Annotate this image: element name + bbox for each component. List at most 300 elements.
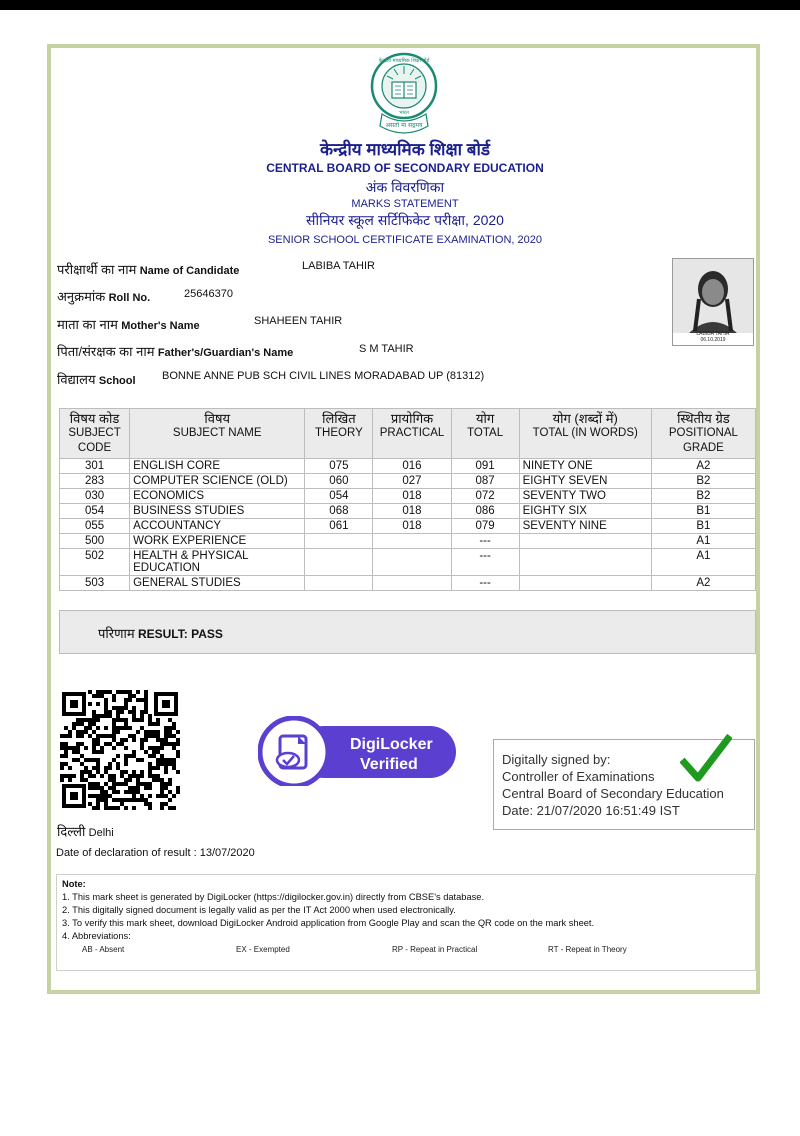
- qr-module: [64, 762, 68, 766]
- qr-module: [108, 762, 112, 766]
- qr-module: [148, 762, 152, 766]
- qr-module: [132, 774, 136, 778]
- mother-name-value: SHAHEEN TAHIR: [254, 315, 343, 327]
- qr-module: [136, 718, 140, 722]
- qr-module: [96, 802, 100, 806]
- total-cell: 079: [451, 519, 519, 534]
- qr-module: [152, 754, 156, 758]
- qr-module: [168, 798, 172, 802]
- qr-module: [96, 690, 100, 694]
- photo-caption: [673, 331, 753, 343]
- header-practical-english: PRACTICAL: [379, 427, 445, 439]
- qr-module: [88, 802, 92, 806]
- qr-module: [96, 742, 100, 746]
- qr-module: [116, 782, 120, 786]
- qr-module: [152, 778, 156, 782]
- checkmark-icon: [680, 732, 732, 782]
- qr-module: [120, 718, 124, 722]
- qr-module: [64, 726, 68, 730]
- qr-module: [112, 718, 116, 722]
- qr-module: [88, 794, 92, 798]
- qr-module: [128, 690, 132, 694]
- qr-module: [144, 690, 148, 694]
- qr-module: [140, 782, 144, 786]
- qr-module: [164, 794, 168, 798]
- header-subject-code-english: SUBJECT CODE: [68, 427, 121, 454]
- qr-module: [128, 790, 132, 794]
- qr-module: [80, 734, 84, 738]
- qr-module: [128, 754, 132, 758]
- qr-module: [92, 794, 96, 798]
- qr-module: [156, 718, 160, 722]
- qr-module: [64, 750, 68, 754]
- candidate-name-label: [57, 260, 239, 278]
- qr-module: [120, 802, 124, 806]
- qr-module: [92, 714, 96, 718]
- qr-module: [172, 806, 176, 810]
- qr-module: [108, 766, 112, 770]
- school-label-hindi: विद्यालय: [57, 372, 96, 387]
- digilocker-verified-badge: [258, 716, 458, 786]
- qr-module: [116, 766, 120, 770]
- qr-module: [148, 766, 152, 770]
- qr-module: [64, 734, 68, 738]
- qr-module: [144, 710, 148, 714]
- candidate-name-label-english: Name of Candidate: [139, 265, 240, 277]
- qr-module: [116, 718, 120, 722]
- qr-module: [136, 698, 140, 702]
- digital-signature-box: [493, 739, 755, 830]
- qr-module: [124, 698, 128, 702]
- qr-module: [152, 730, 156, 734]
- qr-module: [68, 746, 72, 750]
- subject-name-cell: BUSINESS STUDIES: [130, 504, 305, 519]
- marks-table-header-row: [60, 409, 756, 459]
- qr-module: [140, 714, 144, 718]
- qr-module: [92, 722, 96, 726]
- grade-cell: A1: [651, 534, 755, 549]
- result-label-english: RESULT:: [137, 627, 188, 641]
- qr-module: [128, 778, 132, 782]
- qr-module: [72, 722, 76, 726]
- qr-module: [168, 758, 172, 762]
- qr-module: [128, 798, 132, 802]
- qr-module: [100, 786, 104, 790]
- qr-module: [108, 710, 112, 714]
- subject-name-cell: ECONOMICS: [130, 489, 305, 504]
- qr-module: [80, 762, 84, 766]
- qr-module: [148, 786, 152, 790]
- school-label: [57, 370, 136, 388]
- qr-module: [60, 734, 64, 738]
- qr-module: [68, 766, 72, 770]
- header-subject-name-english: SUBJECT NAME: [172, 427, 262, 439]
- grade-cell: B1: [651, 519, 755, 534]
- theory-cell: [305, 534, 373, 549]
- qr-module: [80, 754, 84, 758]
- qr-module: [72, 746, 76, 750]
- header-total: [451, 409, 519, 459]
- qr-module: [96, 694, 100, 698]
- header-subject-name-hindi: विषय: [204, 411, 231, 426]
- qr-module: [112, 790, 116, 794]
- qr-module: [152, 746, 156, 750]
- qr-module: [124, 778, 128, 782]
- qr-module: [104, 706, 108, 710]
- qr-module: [144, 750, 148, 754]
- qr-module: [124, 798, 128, 802]
- qr-module: [76, 730, 80, 734]
- qr-module: [100, 734, 104, 738]
- qr-module: [120, 774, 124, 778]
- qr-module: [124, 782, 128, 786]
- qr-module: [92, 782, 96, 786]
- qr-module: [68, 778, 72, 782]
- emblem-country: भारत: [399, 110, 409, 116]
- roll-number-label: [57, 287, 150, 305]
- qr-module: [152, 734, 156, 738]
- qr-module: [128, 734, 132, 738]
- candidate-name-label-hindi: परीक्षार्थी का नाम: [57, 262, 137, 277]
- qr-module: [124, 806, 128, 810]
- qr-module: [156, 758, 160, 762]
- qr-module: [148, 734, 152, 738]
- qr-module: [140, 726, 144, 730]
- mother-name-label: [57, 315, 200, 333]
- qr-module: [136, 730, 140, 734]
- qr-module: [96, 794, 100, 798]
- qr-module: [144, 694, 148, 698]
- qr-module: [76, 742, 80, 746]
- total-cell: ---: [451, 534, 519, 549]
- qr-module: [100, 694, 104, 698]
- qr-module: [160, 738, 164, 742]
- qr-module: [100, 794, 104, 798]
- qr-module: [124, 770, 128, 774]
- qr-module: [120, 770, 124, 774]
- qr-module: [156, 766, 160, 770]
- qr-module: [80, 722, 84, 726]
- qr-module: [124, 726, 128, 730]
- qr-module: [152, 766, 156, 770]
- grade-cell: A2: [651, 459, 755, 474]
- grade-cell: A2: [651, 576, 755, 591]
- qr-module: [104, 794, 108, 798]
- qr-module: [104, 806, 108, 810]
- father-name-label-hindi: पिता/संरक्षक का नाम: [57, 344, 155, 359]
- qr-module: [144, 786, 148, 790]
- qr-module: [104, 798, 108, 802]
- qr-module: [76, 734, 80, 738]
- table-row: [60, 474, 756, 489]
- qr-module: [144, 730, 148, 734]
- total-words-cell: SEVENTY TWO: [519, 489, 651, 504]
- subject-name-cell: WORK EXPERIENCE: [130, 534, 305, 549]
- qr-module: [120, 710, 124, 714]
- photo-caption-date: 06.10.2019: [700, 337, 726, 343]
- qr-module: [168, 742, 172, 746]
- qr-module: [140, 798, 144, 802]
- photo-caption-name: LABIBA TAHIR: [696, 331, 730, 337]
- qr-module: [76, 758, 80, 762]
- qr-module: [168, 734, 172, 738]
- qr-module: [64, 742, 68, 746]
- qr-module: [164, 766, 168, 770]
- signature-line-2: Controller of Examinations: [502, 769, 655, 784]
- table-row: [60, 489, 756, 504]
- qr-module: [152, 750, 156, 754]
- qr-module: [148, 806, 152, 810]
- qr-module: [132, 770, 136, 774]
- qr-module: [128, 726, 132, 730]
- qr-module: [116, 742, 120, 746]
- candidate-photo: [672, 258, 754, 346]
- header-theory: [305, 409, 373, 459]
- total-cell: 091: [451, 459, 519, 474]
- place-label: [57, 822, 114, 840]
- qr-module: [140, 794, 144, 798]
- qr-module: [92, 742, 96, 746]
- qr-module: [112, 726, 116, 730]
- school-label-english: School: [98, 375, 136, 387]
- qr-module: [100, 690, 104, 694]
- qr-module: [100, 714, 104, 718]
- total-words-cell: [519, 576, 651, 591]
- qr-module: [96, 786, 100, 790]
- qr-module: [164, 762, 168, 766]
- qr-module: [164, 782, 168, 786]
- qr-module: [80, 718, 84, 722]
- header-theory-hindi: लिखित: [322, 411, 356, 426]
- qr-module: [68, 730, 72, 734]
- qr-module: [112, 758, 116, 762]
- total-words-cell: [519, 534, 651, 549]
- grade-cell: A1: [651, 549, 755, 576]
- table-row: [60, 504, 756, 519]
- note-item: 1. This mark sheet is generated by DigiLocker (https://digilocker.gov.in) directly from CBSE's database.: [62, 892, 485, 902]
- qr-module: [92, 774, 96, 778]
- qr-module: [96, 702, 100, 706]
- roll-number-value: 25646370: [184, 288, 233, 300]
- table-row: [60, 549, 756, 576]
- qr-module: [148, 770, 152, 774]
- qr-module: [72, 726, 76, 730]
- qr-module: [172, 734, 176, 738]
- qr-module: [132, 798, 136, 802]
- qr-module: [124, 706, 128, 710]
- qr-module: [116, 806, 120, 810]
- qr-module: [80, 778, 84, 782]
- practical-cell: 016: [373, 459, 451, 474]
- qr-module: [76, 746, 80, 750]
- note-item: 3. To verify this mark sheet, download DigiLocker Android application from Google Play and scan the QR code on the mark sheet.: [62, 918, 595, 928]
- qr-module: [60, 774, 64, 778]
- qr-module: [112, 734, 116, 738]
- theory-cell: 060: [305, 474, 373, 489]
- subject-name-cell: ENGLISH CORE: [130, 459, 305, 474]
- qr-module: [72, 758, 76, 762]
- qr-module: [96, 782, 100, 786]
- qr-module: [92, 806, 96, 810]
- abbreviation-repeat-practical: RP - Repeat in Practical: [392, 945, 478, 954]
- qr-module: [136, 778, 140, 782]
- notes-title: Note:: [62, 879, 86, 889]
- practical-cell: [373, 534, 451, 549]
- qr-module: [136, 798, 140, 802]
- qr-module: [132, 794, 136, 798]
- abbreviation-absent: AB - Absent: [82, 945, 125, 954]
- qr-module: [104, 770, 108, 774]
- header-total-in-words-hindi: योग (शब्दों में): [552, 411, 618, 426]
- subject-name-cell: GENERAL STUDIES: [130, 576, 305, 591]
- qr-module: [148, 718, 152, 722]
- candidate-name-value: LABIBA TAHIR: [302, 260, 375, 272]
- subject-code-cell: 055: [60, 519, 130, 534]
- qr-module: [108, 734, 112, 738]
- qr-module: [76, 750, 80, 754]
- emblem-ring-text: केन्द्रीय माध्यमिक शिक्षा बोर्ड: [378, 58, 430, 64]
- qr-module: [104, 766, 108, 770]
- notes-box: [56, 874, 756, 971]
- declaration-date: 13/07/2020: [199, 847, 255, 859]
- qr-module: [100, 750, 104, 754]
- qr-module: [80, 774, 84, 778]
- qr-module: [60, 754, 64, 758]
- subject-code-cell: 503: [60, 576, 130, 591]
- result-box: [59, 610, 756, 654]
- total-cell: ---: [451, 549, 519, 576]
- qr-module: [96, 762, 100, 766]
- qr-module: [164, 734, 168, 738]
- result-label-hindi: परिणाम: [98, 626, 135, 641]
- qr-module: [140, 718, 144, 722]
- qr-module: [112, 774, 116, 778]
- qr-module: [104, 702, 108, 706]
- verified-label: Verified: [360, 756, 418, 773]
- marks-table: [59, 408, 756, 591]
- qr-module: [108, 690, 112, 694]
- qr-module: [80, 742, 84, 746]
- qr-module: [132, 718, 136, 722]
- cbse-emblem-icon: [368, 52, 440, 138]
- qr-module: [76, 722, 80, 726]
- abbreviation-repeat-theory: RT - Repeat in Theory: [548, 945, 627, 954]
- qr-module: [96, 766, 100, 770]
- father-name-label: [57, 342, 293, 360]
- qr-module: [84, 778, 88, 782]
- qr-module: [144, 702, 148, 706]
- exam-title-hindi: सीनियर स्कूल सर्टिफिकेट परीक्षा, 2020: [306, 212, 504, 228]
- top-black-bar: [0, 0, 800, 10]
- table-row: [60, 519, 756, 534]
- mother-name-label-hindi: माता का नाम: [57, 317, 118, 332]
- qr-module: [84, 746, 88, 750]
- qr-module: [156, 746, 160, 750]
- qr-module: [108, 742, 112, 746]
- qr-module: [92, 694, 96, 698]
- qr-module: [168, 730, 172, 734]
- qr-module: [148, 802, 152, 806]
- qr-module: [128, 774, 132, 778]
- theory-cell: 068: [305, 504, 373, 519]
- total-cell: 086: [451, 504, 519, 519]
- total-words-cell: SEVENTY NINE: [519, 519, 651, 534]
- qr-module: [172, 742, 176, 746]
- qr-module: [132, 706, 136, 710]
- qr-module: [68, 734, 72, 738]
- qr-module: [88, 702, 92, 706]
- qr-module: [160, 794, 164, 798]
- header-positional-grade-english: POSITIONAL GRADE: [668, 427, 738, 454]
- header-total-in-words: [519, 409, 651, 459]
- qr-module: [160, 790, 164, 794]
- qr-module: [116, 710, 120, 714]
- board-name-english: CENTRAL BOARD OF SECONDARY EDUCATION: [266, 161, 544, 175]
- qr-module: [88, 726, 92, 730]
- qr-module: [172, 758, 176, 762]
- qr-module: [60, 766, 64, 770]
- qr-module: [80, 730, 84, 734]
- qr-module: [160, 746, 164, 750]
- qr-module: [168, 790, 172, 794]
- header-total-hindi: योग: [475, 411, 495, 426]
- table-row: [60, 459, 756, 474]
- qr-module: [176, 730, 180, 734]
- qr-module: [164, 770, 168, 774]
- qr-module: [116, 690, 120, 694]
- qr-module: [96, 758, 100, 762]
- header-total-english: TOTAL: [467, 427, 504, 439]
- subject-code-cell: 054: [60, 504, 130, 519]
- practical-cell: 027: [373, 474, 451, 489]
- qr-module: [100, 798, 104, 802]
- qr-module: [104, 710, 108, 714]
- qr-module: [144, 698, 148, 702]
- qr-module: [132, 806, 136, 810]
- qr-module: [168, 782, 172, 786]
- header-subject-code-hindi: विषय कोड: [69, 411, 120, 426]
- statement-title-hindi: अंक विवरणिका: [365, 179, 445, 195]
- qr-module: [120, 726, 124, 730]
- qr-module: [140, 698, 144, 702]
- practical-cell: [373, 549, 451, 576]
- roll-number-label-hindi: अनुक्रमांक: [57, 289, 106, 304]
- qr-module: [140, 758, 144, 762]
- qr-module: [96, 738, 100, 742]
- qr-module: [132, 750, 136, 754]
- qr-module: [176, 742, 180, 746]
- exam-title-english: SENIOR SCHOOL CERTIFICATE EXAMINATION, 2020: [267, 234, 543, 246]
- qr-module: [172, 746, 176, 750]
- qr-module: [124, 722, 128, 726]
- qr-module: [132, 710, 136, 714]
- qr-module: [148, 794, 152, 798]
- qr-module: [120, 742, 124, 746]
- qr-module: [136, 774, 140, 778]
- grade-cell: B2: [651, 489, 755, 504]
- header-subject-code: [60, 409, 130, 459]
- qr-module: [112, 722, 116, 726]
- qr-module: [104, 734, 108, 738]
- qr-module: [100, 790, 104, 794]
- qr-module: [88, 786, 92, 790]
- qr-module: [144, 738, 148, 742]
- qr-module: [156, 730, 160, 734]
- qr-module: [108, 714, 112, 718]
- qr-module: [116, 706, 120, 710]
- subject-name-cell: ACCOUNTANCY: [130, 519, 305, 534]
- theory-cell: 075: [305, 459, 373, 474]
